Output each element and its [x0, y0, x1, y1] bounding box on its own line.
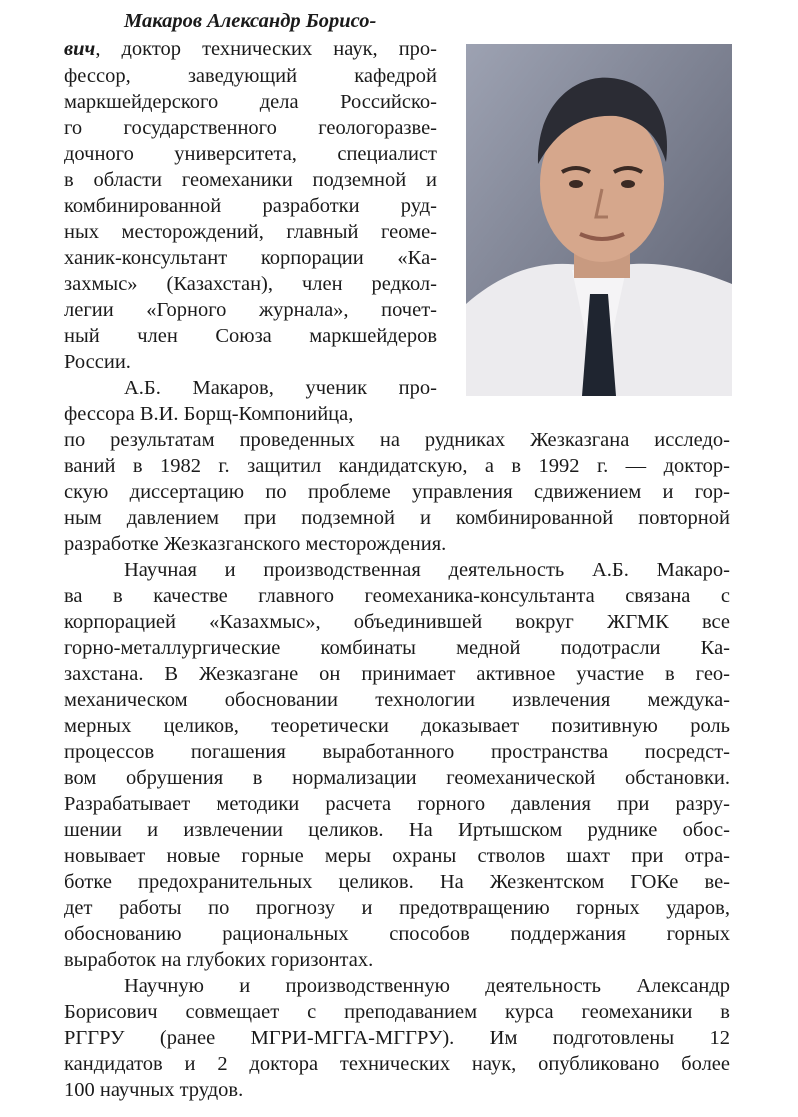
line-text: фессора В.И. Борщ-Компонийца,	[64, 403, 354, 425]
line-text: выработок на глубоких горизонтах.	[64, 949, 374, 971]
text-line	[64, 1051, 730, 1077]
line-text: в области геомеханики подземной и	[64, 169, 437, 191]
text-line	[64, 921, 730, 947]
text-line	[64, 401, 437, 427]
text-line	[64, 8, 437, 34]
line-text: ный член Союза маркшейдеров	[64, 325, 437, 347]
text-line	[64, 453, 730, 479]
line-text: ных месторождений, главный геоме-	[64, 221, 437, 243]
text-line	[64, 297, 437, 323]
text-line	[64, 765, 730, 791]
text-line	[64, 323, 437, 349]
line-text: фессор, заведующий кафедрой	[64, 65, 437, 87]
text-line	[64, 167, 437, 193]
line-text: новывает новые горные меры охраны стволов шахт при отра-	[64, 845, 730, 867]
line-text: механическом обосновании технологии извлечения междука-	[64, 689, 730, 711]
text-line	[64, 635, 730, 661]
line-text: 100 научных трудов.	[64, 1079, 244, 1101]
line-text: захстана. В Жезказгане он принимает активное участие в гео-	[64, 663, 730, 685]
text-line	[64, 661, 730, 687]
text-line	[64, 973, 730, 999]
text-line	[64, 739, 730, 765]
text-line	[64, 609, 730, 635]
line-text: ным давлением при подземной и комбинированной повторной	[64, 507, 730, 529]
line-text: вом обрушения в нормализации геомеханической обстановки.	[64, 767, 730, 789]
text-line	[64, 531, 730, 557]
line-text: РГГРУ (ранее МГРИ-МГГА-МГГРУ). Им подготовлены 12	[64, 1027, 730, 1049]
line-text: обоснованию рациональных способов поддержания горных	[64, 923, 730, 945]
line-text: Разрабатывает методики расчета горного давления при разру-	[64, 793, 730, 815]
author-name: вич	[64, 38, 96, 60]
text-line	[64, 687, 730, 713]
text-line	[64, 36, 437, 62]
line-text: шении и извлечении целиков. На Иртышском руднике обос-	[64, 819, 730, 841]
text-line	[64, 557, 730, 583]
text-line	[64, 817, 730, 843]
text-line	[64, 713, 730, 739]
line-text: ва в качестве главного геомеханика-консультанта связана с	[64, 585, 730, 607]
text-line	[64, 479, 730, 505]
text-line	[64, 1025, 730, 1051]
line-text: скую диссертацию по проблеме управления сдвижением и гор-	[64, 481, 730, 503]
text-line	[64, 89, 437, 115]
line-text: го государственного геологоразве-	[64, 117, 437, 139]
text-line	[64, 999, 730, 1025]
text-line	[64, 843, 730, 869]
text-line	[64, 1077, 730, 1103]
line-text: горно-металлургические комбинаты медной подотрасли Ка-	[64, 637, 730, 659]
text-line	[64, 895, 730, 921]
line-text: маркшейдерского дела Российско-	[64, 91, 437, 113]
portrait-photo	[466, 44, 732, 396]
text-line	[64, 427, 730, 453]
text-line	[64, 947, 730, 973]
line-text: России.	[64, 351, 131, 373]
line-text: ханик-консультант корпорации «Ка-	[64, 247, 437, 269]
text-line	[64, 245, 437, 271]
line-text: А.Б. Макаров, ученик про-	[124, 377, 437, 399]
text-line	[64, 349, 437, 375]
text-line	[64, 869, 730, 895]
line-text: ботке предохранительных целиков. На Жезкентском ГОКе ве-	[64, 871, 730, 893]
line-text: захмыс» (Казахстан), член редкол-	[64, 273, 437, 295]
line-text: Научную и производственную деятельность Александр	[124, 975, 730, 997]
text-line	[64, 791, 730, 817]
text-line	[64, 219, 437, 245]
author-name: Макаров Александр Борисо-	[124, 10, 377, 32]
line-text: , доктор технических наук, про-	[95, 38, 437, 60]
line-text: легии «Горного журнала», почет-	[64, 299, 437, 321]
line-text: Борисович совмещает с преподаванием курса геомеханики в	[64, 1001, 730, 1023]
text-line	[64, 375, 437, 401]
line-text: разработке Жезказганского месторождения.	[64, 533, 447, 555]
line-text: ваний в 1982 г. защитил кандидатскую, а в 1992 г. — доктор-	[64, 455, 730, 477]
text-line	[64, 141, 437, 167]
text-line	[64, 583, 730, 609]
text-line	[64, 193, 437, 219]
line-text: Научная и производственная деятельность А.Б. Макаро-	[124, 559, 730, 581]
line-text: корпорацией «Казахмыс», объединившей вокруг ЖГМК все	[64, 611, 730, 633]
portrait-illustration	[466, 44, 732, 396]
line-text: дет работы по прогнозу и предотвращению горных ударов,	[64, 897, 730, 919]
line-text: кандидатов и 2 доктора технических наук, опубликовано более	[64, 1053, 730, 1075]
line-text: мерных целиков, теоретически доказывает позитивную роль	[64, 715, 730, 737]
line-text: процессов погашения выработанного пространства посредст-	[64, 741, 730, 763]
text-line	[64, 505, 730, 531]
line-text: дочного университета, специалист	[64, 143, 437, 165]
text-line	[64, 63, 437, 89]
text-line	[64, 115, 437, 141]
text-line	[64, 271, 437, 297]
line-text: по результатам проведенных на рудниках Жезказгана исследо-	[64, 429, 730, 451]
line-text: комбинированной разработки руд-	[64, 195, 437, 217]
